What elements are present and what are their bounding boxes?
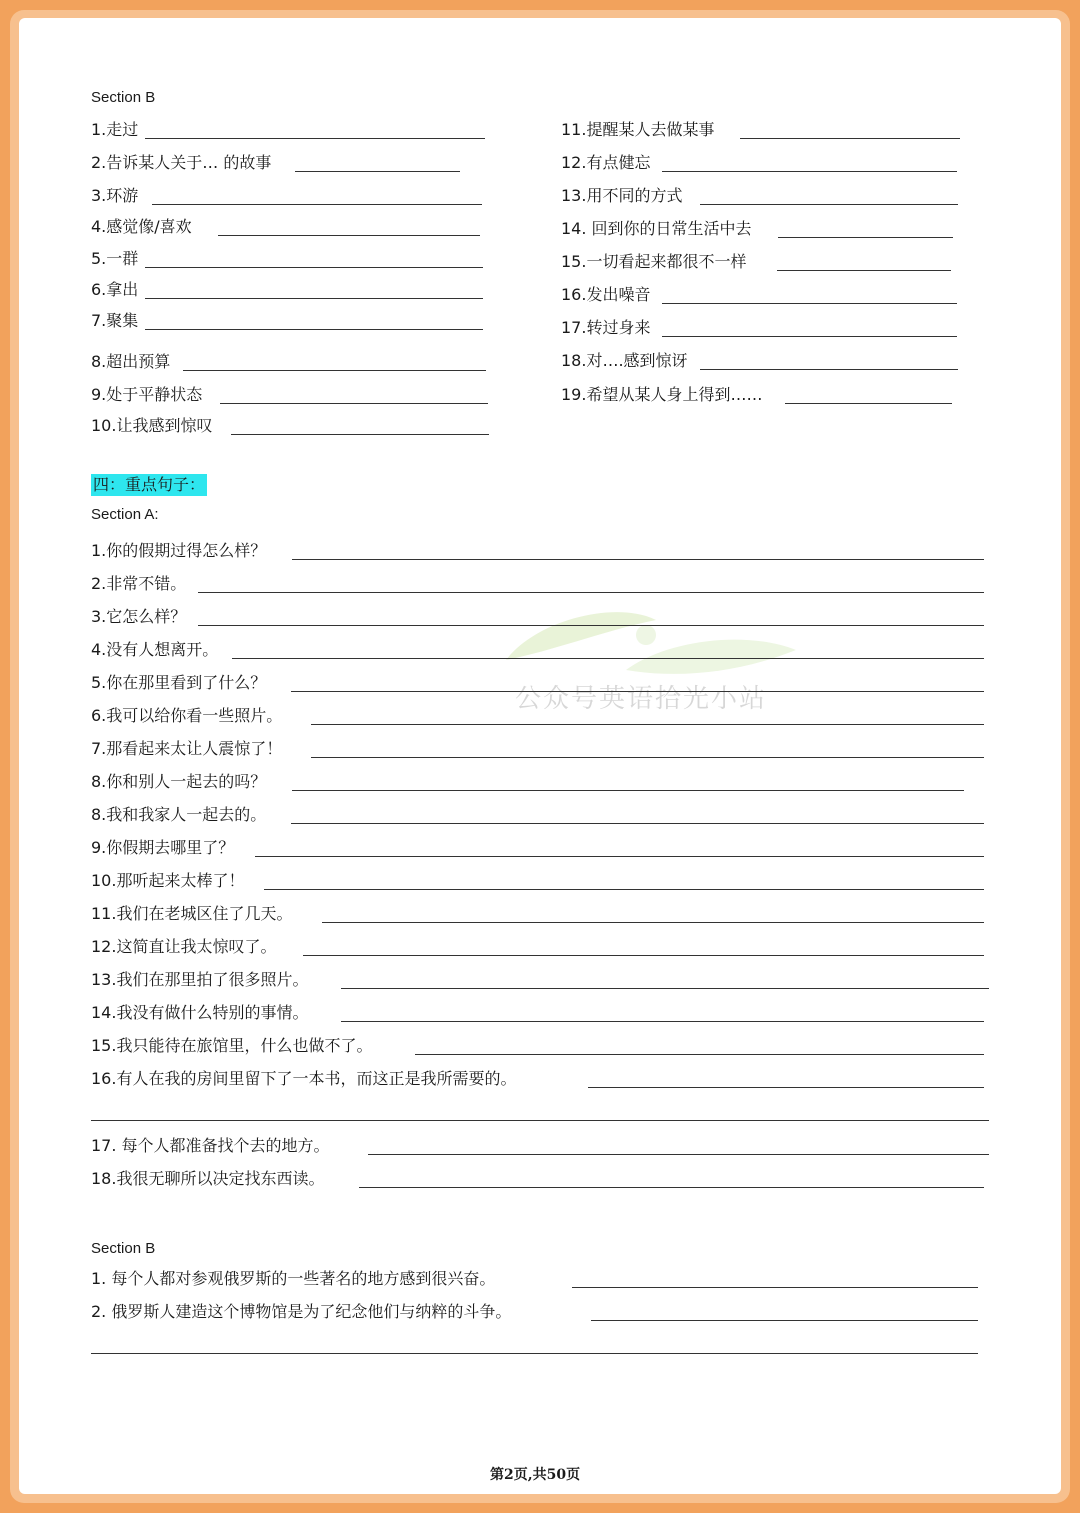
answer-line[interactable]	[291, 823, 984, 824]
answer-line[interactable]	[145, 298, 483, 299]
answer-line[interactable]	[572, 1287, 978, 1288]
phrase-right-18: 18.对….感到惊讶	[561, 351, 688, 370]
answer-line[interactable]	[218, 235, 480, 236]
answer-line[interactable]	[311, 724, 984, 725]
sentence-a-17: 17. 每个人都准备找个去的地方。	[91, 1136, 330, 1155]
key-sentences-heading: 四：重点句子：	[93, 475, 206, 494]
answer-line[interactable]	[662, 171, 957, 172]
answer-line[interactable]	[662, 303, 957, 304]
sentence-a-4: 4.没有人想离开。	[91, 640, 219, 659]
section-b2-title: Section B	[91, 1240, 156, 1257]
answer-line[interactable]	[145, 138, 485, 139]
sentence-a-11: 11.我们在老城区住了几天。	[91, 904, 293, 923]
phrase-right-15: 15.一切看起来都很不一样	[561, 252, 747, 271]
answer-line[interactable]	[231, 434, 489, 435]
answer-line[interactable]	[778, 237, 953, 238]
answer-line[interactable]	[359, 1187, 984, 1188]
sentence-a-12: 12.这简直让我太惊叹了。	[91, 937, 277, 956]
answer-line[interactable]	[152, 204, 482, 205]
phrase-right-11: 11.提醒某人去做某事	[561, 120, 715, 139]
answer-line[interactable]	[145, 329, 483, 330]
sentence-a-2: 2.非常不错。	[91, 574, 187, 593]
sentence-a-8: 8.你和别人一起去的吗？	[91, 772, 267, 791]
answer-line[interactable]	[295, 171, 460, 172]
sentence-a-9: 9.你假期去哪里了？	[91, 838, 235, 857]
sentence-a-10: 10.那听起来太棒了！	[91, 871, 245, 890]
phrase-left-1: 1.走过	[91, 120, 139, 139]
answer-line[interactable]	[740, 138, 960, 139]
page-number: 第2页,共50页	[490, 1467, 581, 1483]
phrase-left-10: 10.让我感到惊叹	[91, 416, 213, 435]
sentence-a-1: 1.你的假期过得怎么样？	[91, 541, 267, 560]
phrase-left-9: 9.处于平静状态	[91, 385, 203, 404]
section-b-title: Section B	[91, 89, 156, 106]
phrase-right-17: 17.转过身来	[561, 318, 651, 337]
answer-line[interactable]	[198, 592, 984, 593]
answer-line[interactable]	[183, 370, 486, 371]
answer-line[interactable]	[415, 1054, 984, 1055]
answer-line[interactable]	[341, 1021, 984, 1022]
phrase-left-5: 5.一群	[91, 249, 139, 268]
sentence-a-8b: 8.我和我家人一起去的。	[91, 805, 267, 824]
sentence-a-5: 5.你在那里看到了什么？	[91, 673, 267, 692]
section-a-title: Section A:	[91, 506, 159, 523]
watermark-text: 公众号英语拾光小站	[515, 684, 768, 714]
sentence-a-3: 3.它怎么样？	[91, 607, 187, 626]
answer-line[interactable]	[311, 757, 984, 758]
answer-line[interactable]	[291, 691, 984, 692]
answer-line[interactable]	[264, 889, 984, 890]
answer-line[interactable]	[198, 625, 984, 626]
phrase-left-4: 4.感觉像/喜欢	[91, 217, 192, 236]
phrase-right-12: 12.有点健忘	[561, 153, 651, 172]
answer-line[interactable]	[341, 988, 989, 989]
answer-line[interactable]	[785, 403, 952, 404]
answer-line[interactable]	[232, 658, 984, 659]
answer-line[interactable]	[322, 922, 984, 923]
sentence-a-16: 16.有人在我的房间里留下了一本书，而这正是我所需要的。	[91, 1069, 517, 1088]
phrase-left-7: 7.聚集	[91, 311, 139, 330]
phrase-right-13: 13.用不同的方式	[561, 186, 683, 205]
phrase-left-6: 6.拿出	[91, 280, 139, 299]
answer-line[interactable]	[145, 267, 483, 268]
phrase-right-14: 14. 回到你的日常生活中去	[561, 219, 752, 238]
answer-line[interactable]	[292, 790, 964, 791]
phrase-left-2: 2.告诉某人关于… 的故事	[91, 153, 272, 172]
answer-line[interactable]	[292, 559, 984, 560]
sentence-a-7: 7.那看起来太让人震惊了！	[91, 739, 283, 758]
answer-line[interactable]	[700, 369, 958, 370]
phrase-left-3: 3.环游	[91, 186, 139, 205]
sentence-a-15: 15.我只能待在旅馆里，什么也做不了。	[91, 1036, 373, 1055]
answer-line[interactable]	[588, 1087, 984, 1088]
answer-line-continued[interactable]	[91, 1120, 989, 1121]
answer-line[interactable]	[220, 403, 488, 404]
answer-line[interactable]	[777, 270, 951, 271]
answer-line[interactable]	[700, 204, 958, 205]
answer-line[interactable]	[303, 955, 984, 956]
sentence-a-18: 18.我很无聊所以决定找东西读。	[91, 1169, 325, 1188]
answer-line[interactable]	[368, 1154, 989, 1155]
phrase-right-19: 19.希望从某人身上得到……	[561, 385, 763, 404]
phrase-right-16: 16.发出噪音	[561, 285, 651, 304]
sentence-b-1: 1. 每个人都对参观俄罗斯的一些著名的地方感到很兴奋。	[91, 1269, 496, 1288]
answer-line-continued[interactable]	[91, 1353, 978, 1354]
answer-line[interactable]	[662, 336, 957, 337]
phrase-left-8: 8.超出预算	[91, 352, 171, 371]
answer-line[interactable]	[255, 856, 984, 857]
sentence-a-13: 13.我们在那里拍了很多照片。	[91, 970, 309, 989]
sentence-b-2: 2. 俄罗斯人建造这个博物馆是为了纪念他们与纳粹的斗争。	[91, 1302, 512, 1321]
sentence-a-6: 6.我可以给你看一些照片。	[91, 706, 283, 725]
sentence-a-14: 14.我没有做什么特别的事情。	[91, 1003, 309, 1022]
answer-line[interactable]	[591, 1320, 978, 1321]
